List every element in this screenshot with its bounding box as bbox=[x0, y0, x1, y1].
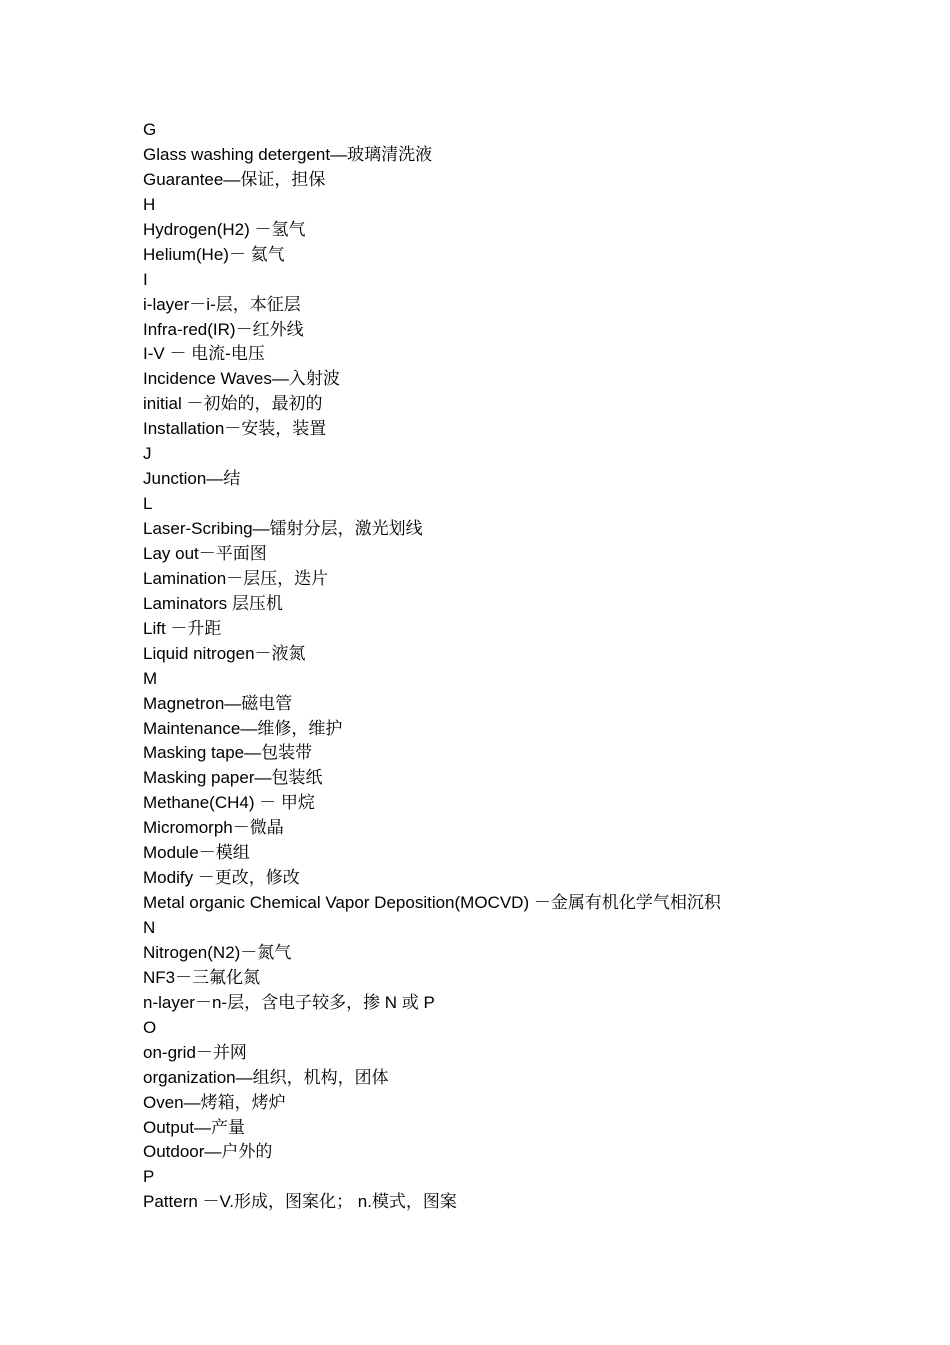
glossary-entry: on-grid－并网 bbox=[143, 1042, 247, 1062]
section-letter-n: N bbox=[143, 918, 156, 937]
glossary-entry: Junction—结 bbox=[143, 469, 241, 489]
glossary-entry: NF3－三氟化氮 bbox=[143, 967, 261, 987]
glossary-entry: Masking tape—包装带 bbox=[143, 743, 313, 763]
section-letter-j: J bbox=[143, 444, 152, 464]
section-letter-o: O bbox=[143, 1017, 157, 1037]
section-letter-p: P bbox=[143, 1167, 155, 1187]
glossary-entry: Micromorph－微晶 bbox=[143, 818, 284, 838]
glossary-entry: n-layer－n-层，含电子较多，掺 N 或 P bbox=[143, 992, 435, 1012]
section-letter-l: L bbox=[143, 494, 153, 514]
glossary-entry: initial －初始的，最初的 bbox=[143, 394, 323, 414]
glossary-entry: Lift －升距 bbox=[143, 618, 222, 638]
glossary-entry: Installation－安装，装置 bbox=[143, 419, 327, 439]
glossary-entry: Glass washing detergent—玻璃清洗液 bbox=[143, 144, 433, 164]
glossary-entry: Liquid nitrogen－液氮 bbox=[143, 643, 306, 663]
glossary-entry: Outdoor—户外的 bbox=[143, 1142, 273, 1162]
glossary-list bbox=[143, 118, 923, 1215]
glossary-entry: Metal organic Chemical Vapor Deposition(MOCVD) －金属有机化学气相沉积 bbox=[143, 893, 721, 913]
glossary-entry: Magnetron—磁电管 bbox=[143, 693, 293, 713]
section-letter-m: M bbox=[143, 668, 158, 688]
glossary-entry: Lamination－层压，迭片 bbox=[143, 568, 329, 588]
glossary-entry: Incidence Waves—入射波 bbox=[143, 369, 340, 389]
glossary-entry: Module－模组 bbox=[143, 843, 250, 863]
glossary-entry: organization—组织，机构，团体 bbox=[143, 1067, 389, 1087]
section-letter-i: I bbox=[143, 269, 148, 289]
section-letter-h: H bbox=[143, 194, 156, 214]
section-letter-g: G bbox=[143, 120, 157, 139]
glossary-entry: Laser-Scribing—镭射分层，激光划线 bbox=[143, 519, 423, 538]
glossary-entry: I-V － 电流-电压 bbox=[143, 344, 265, 364]
glossary-entry: Maintenance—维修，维护 bbox=[143, 718, 343, 738]
glossary-entry: i-layer－i-层，本征层 bbox=[143, 294, 301, 314]
glossary-entry: Laminators 层压机 bbox=[143, 593, 283, 613]
glossary-entry: Methane(CH4) － 甲烷 bbox=[143, 793, 315, 813]
glossary-entry: Nitrogen(N2)－氮气 bbox=[143, 942, 292, 962]
glossary-entry: Guarantee—保证，担保 bbox=[143, 169, 326, 189]
glossary-entry: Helium(He)－ 氦气 bbox=[143, 244, 285, 264]
glossary-entry: Pattern －V.形成，图案化； n.模式，图案 bbox=[143, 1192, 457, 1212]
glossary-entry: Output—产量 bbox=[143, 1117, 246, 1137]
glossary-entry: Oven—烤箱，烤炉 bbox=[143, 1092, 286, 1112]
glossary-entry: Lay out－平面图 bbox=[143, 543, 267, 563]
glossary-entry: Masking paper—包装纸 bbox=[143, 768, 323, 788]
glossary-entry: Modify －更改，修改 bbox=[143, 868, 300, 888]
glossary-entry: Infra-red(IR)－红外线 bbox=[143, 319, 304, 339]
glossary-entry: Hydrogen(H2) －氢气 bbox=[143, 219, 306, 239]
